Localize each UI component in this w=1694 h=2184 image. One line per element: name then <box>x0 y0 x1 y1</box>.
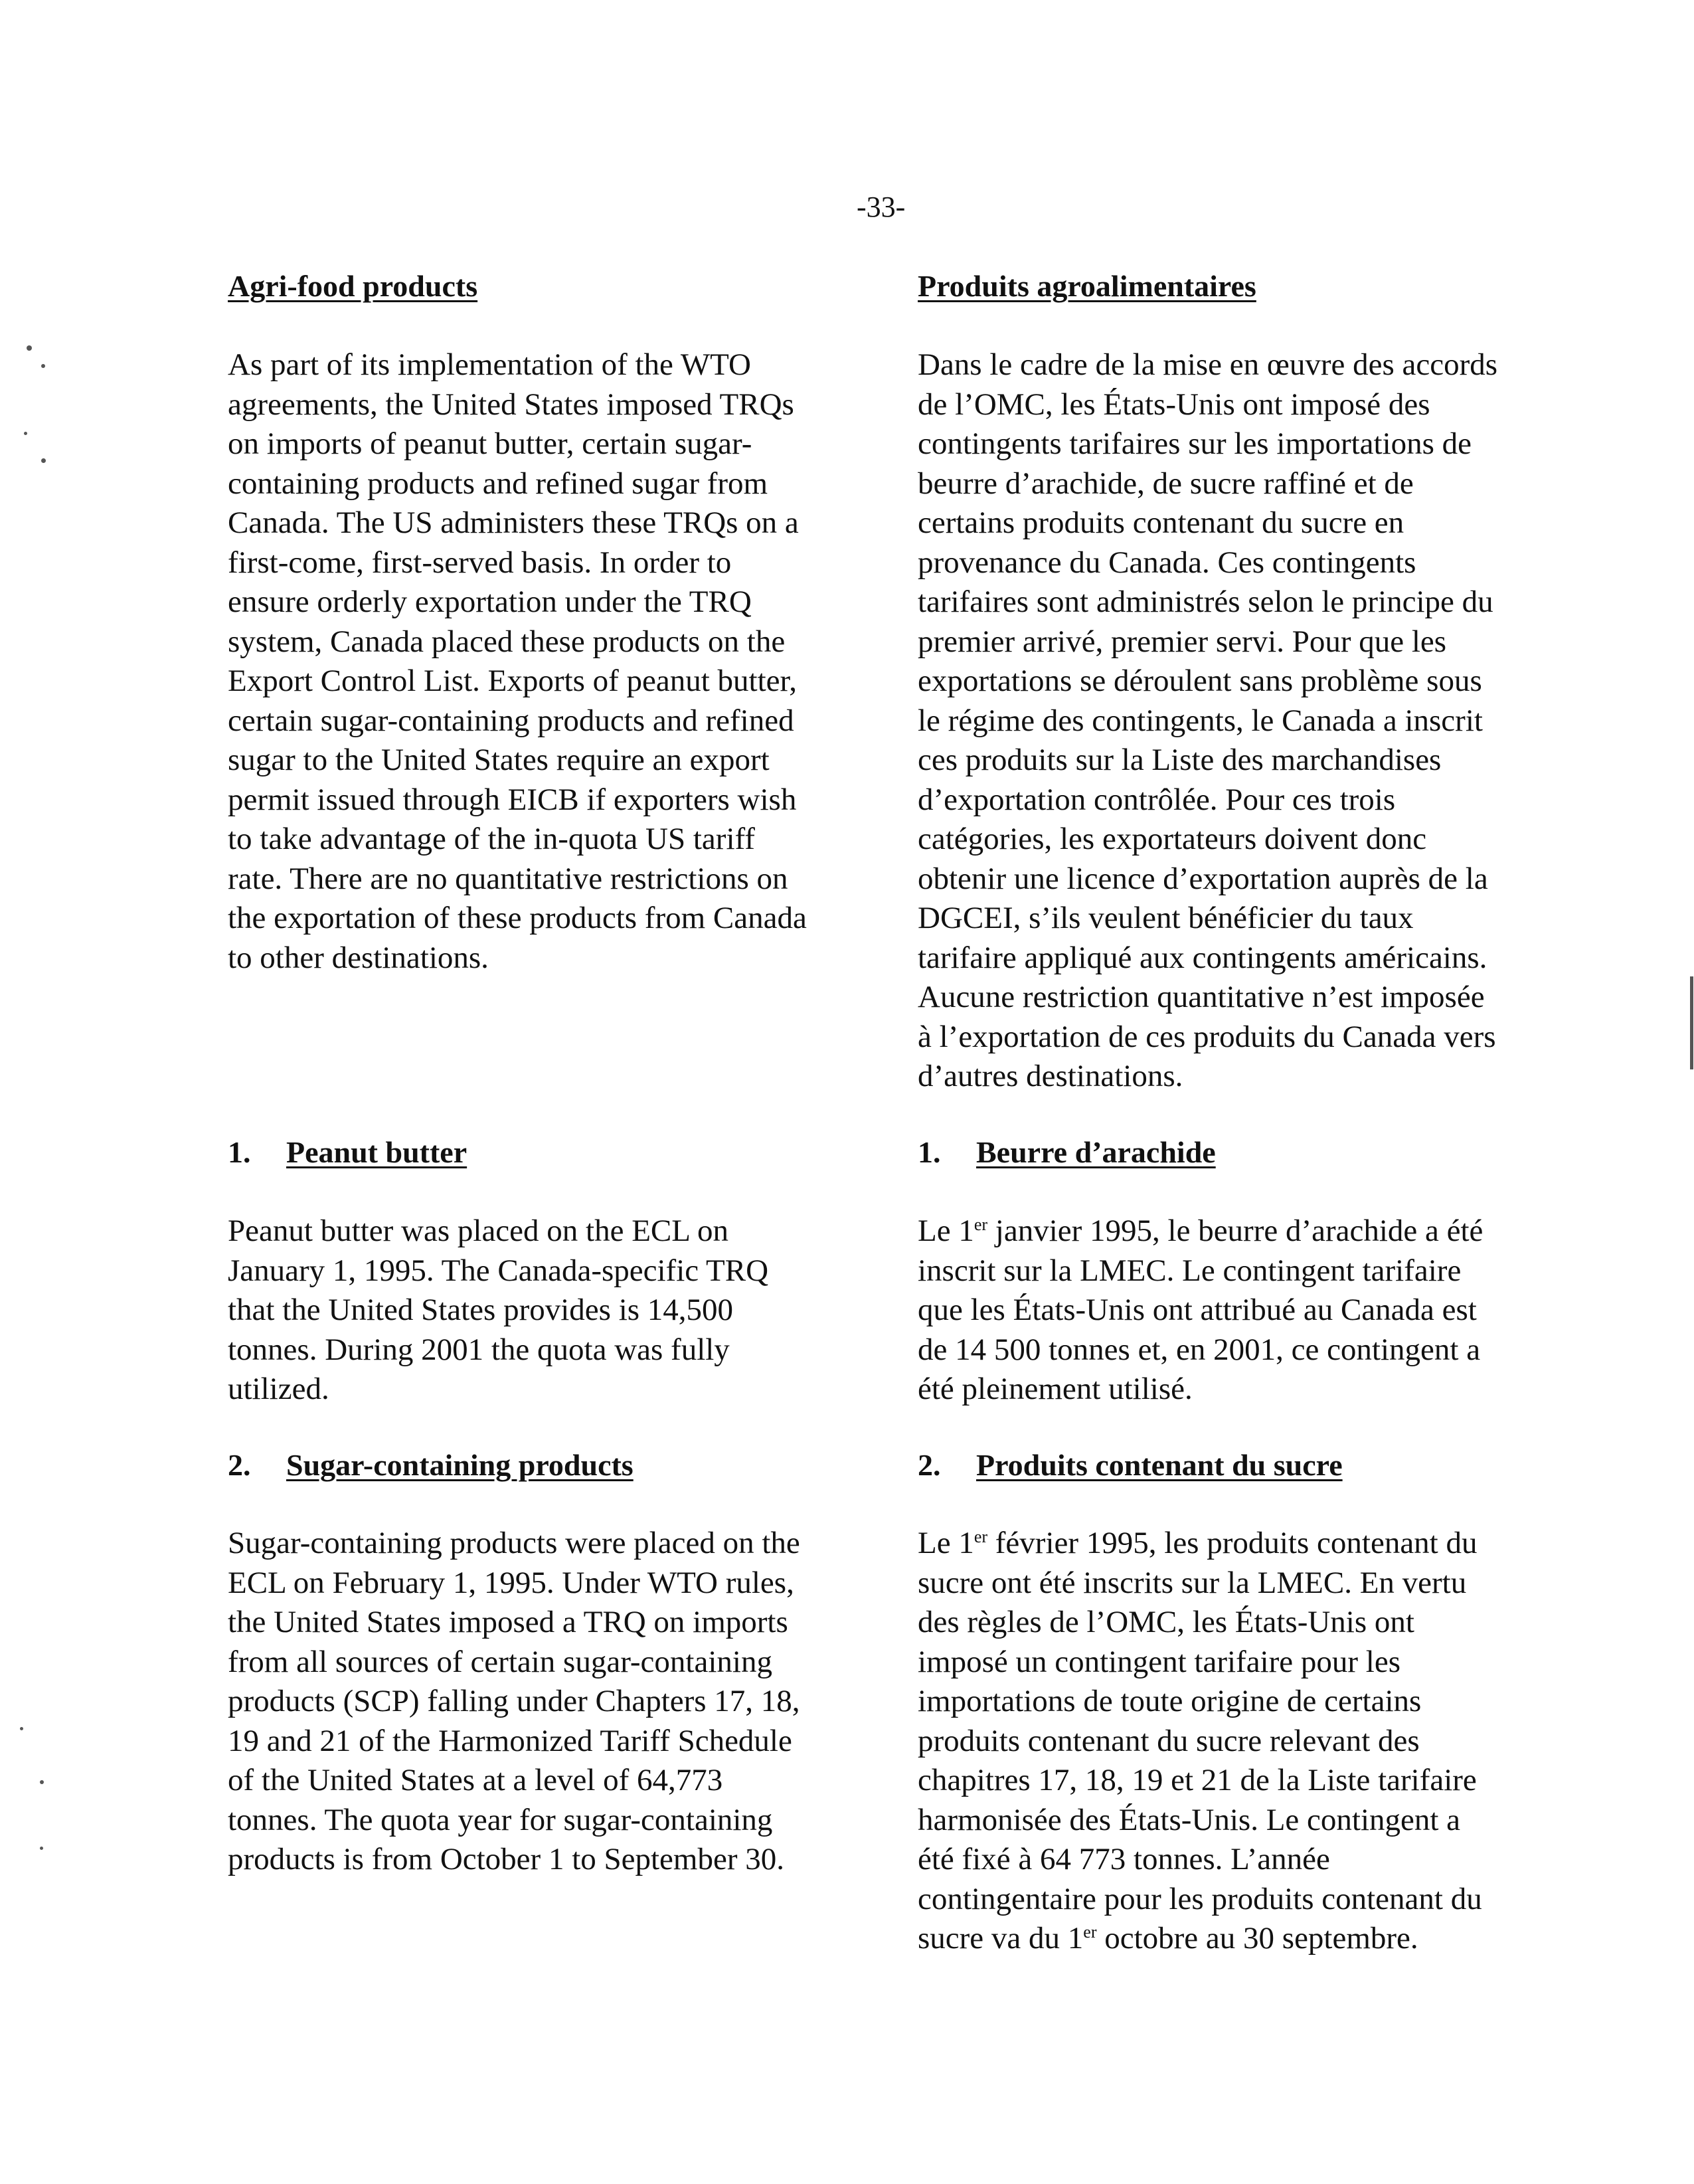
text-fragment: Le 1 <box>918 1214 974 1248</box>
scan-speck <box>20 1727 23 1730</box>
text-line: containing products and refined sugar from <box>228 466 768 501</box>
text-line: Aucune restriction quantitative n’est imposée <box>918 980 1485 1014</box>
text-line: the United States imposed a TRQ on imports <box>228 1605 788 1639</box>
french-intro-paragraph <box>918 345 1497 1097</box>
text-line: sucre ont été inscrits sur la LMEC. En vertu <box>918 1565 1467 1600</box>
text-line: provenance du Canada. Ces contingents <box>918 545 1416 580</box>
text-line: Peanut butter was placed on the ECL on <box>228 1214 728 1248</box>
scan-speck <box>41 364 45 368</box>
text-line: system, Canada placed these products on the <box>228 624 786 659</box>
text-line: inscrit sur la LMEC. Le contingent tarifaire <box>918 1253 1462 1288</box>
text-line: Canada. The US administers these TRQs on a <box>228 505 799 540</box>
text-fragment: sucre va du 1 <box>918 1921 1084 1956</box>
text-line: d’exportation contrôlée. Pour ces trois <box>918 782 1396 817</box>
text-line: to take advantage of the in-quota US tariff <box>228 822 755 856</box>
text-line: premier arrivé, premier servi. Pour que les <box>918 624 1447 659</box>
text-line: Sugar-containing products were placed on the <box>228 1526 800 1560</box>
english-heading <box>228 271 477 302</box>
text-line: tarifaires sont administrés selon le principe du <box>918 585 1493 619</box>
text-line: from all sources of certain sugar-containing <box>228 1644 772 1679</box>
text-line: harmonisée des États-Unis. Le contingent a <box>918 1802 1461 1837</box>
section-number: 1. <box>918 1135 941 1169</box>
text-line: utilized. <box>228 1372 329 1406</box>
text-line: products is from October 1 to September 30. <box>228 1842 784 1876</box>
section-title: Peanut butter <box>286 1135 467 1169</box>
french-heading <box>918 271 1256 302</box>
text-line: de l’OMC, les États-Unis ont imposé des <box>918 387 1430 422</box>
text-line: first-come, first-served basis. In order to <box>228 545 732 580</box>
french-heading-text: Produits agroalimentaires <box>918 269 1256 303</box>
text-line: tonnes. During 2001 the quota was fully <box>228 1332 730 1367</box>
text-line: tarifaire appliqué aux contingents américains. <box>918 940 1487 975</box>
page-number: -33- <box>857 191 906 223</box>
text-fragment: janvier 1995, le beurre d’arachide a été <box>987 1214 1483 1248</box>
text-line: to other destinations. <box>228 940 489 975</box>
text-line: d’autres destinations. <box>918 1059 1183 1093</box>
scan-speck <box>40 1847 43 1850</box>
text-line: January 1, 1995. The Canada-specific TRQ <box>228 1253 769 1288</box>
text-line: catégories, les exportateurs doivent donc <box>918 822 1427 856</box>
french-section-1-heading <box>918 1137 1216 1168</box>
text-line: contingents tarifaires sur les importations de <box>918 426 1472 461</box>
scan-speck <box>40 1780 44 1784</box>
english-intro-paragraph <box>228 345 807 978</box>
text-line: ensure orderly exportation under the TRQ <box>228 585 752 619</box>
text-line: permit issued through EICB if exporters wish <box>228 782 797 817</box>
text-line: beurre d’arachide, de sucre raffiné et de <box>918 466 1414 501</box>
text-line: As part of its implementation of the WTO <box>228 347 751 382</box>
french-section-1-paragraph <box>918 1212 1483 1410</box>
french-section-2-heading <box>918 1450 1343 1481</box>
section-number: 2. <box>918 1448 941 1482</box>
text-line: tonnes. The quota year for sugar-containing <box>228 1802 773 1837</box>
section-title: Sugar-containing products <box>286 1448 634 1482</box>
text-fragment: octobre au 30 septembre. <box>1096 1921 1418 1956</box>
superscript: er <box>974 1215 988 1234</box>
text-line: sugar to the United States require an export <box>228 743 770 777</box>
section-title: Beurre d’arachide <box>976 1135 1216 1169</box>
text-line: de 14 500 tonnes et, en 2001, ce contingent a <box>918 1332 1481 1367</box>
text-line: importations de toute origine de certains <box>918 1684 1422 1718</box>
text-fragment: Le 1 <box>918 1526 974 1560</box>
text-line: obtenir une licence d’exportation auprès de la <box>918 861 1488 896</box>
scan-speck <box>41 458 46 463</box>
text-line: exportations se déroulent sans problème sous <box>918 664 1482 698</box>
text-line: ECL on February 1, 1995. Under WTO rules, <box>228 1565 794 1600</box>
text-line: on imports of peanut butter, certain sugar- <box>228 426 752 461</box>
superscript: er <box>974 1527 988 1546</box>
english-section-1-heading <box>228 1137 467 1168</box>
english-section-1-paragraph <box>228 1212 768 1410</box>
text-line: contingentaire pour les produits contenant du <box>918 1881 1482 1916</box>
text-line: of the United States at a level of 64,773 <box>228 1763 723 1797</box>
text-line: Dans le cadre de la mise en œuvre des accords <box>918 347 1498 382</box>
text-line: imposé un contingent tarifaire pour les <box>918 1644 1400 1679</box>
section-number: 1. <box>228 1135 251 1169</box>
text-line: 19 and 21 of the Harmonized Tariff Schedule <box>228 1723 792 1758</box>
text-line: the exportation of these products from Canada <box>228 901 807 935</box>
text-line: produits contenant du sucre relevant des <box>918 1723 1420 1758</box>
scan-speck <box>24 432 27 435</box>
text-line: certain sugar-containing products and refined <box>228 703 794 738</box>
text-line <box>918 1524 1482 1564</box>
french-section-2-paragraph <box>918 1524 1482 1959</box>
text-line: que les États-Unis ont attribué au Canada est <box>918 1293 1477 1327</box>
english-section-2-heading <box>228 1450 634 1481</box>
text-line: des règles de l’OMC, les États-Unis ont <box>918 1605 1414 1639</box>
text-line: products (SCP) falling under Chapters 17, 18, <box>228 1684 800 1718</box>
text-line: chapitres 17, 18, 19 et 21 de la Liste tarifaire <box>918 1763 1477 1797</box>
text-fragment: février 1995, les produits contenant du <box>987 1526 1478 1560</box>
english-section-2-paragraph <box>228 1524 800 1880</box>
text-line: à l’exportation de ces produits du Canada vers <box>918 1019 1496 1054</box>
text-line: ces produits sur la Liste des marchandises <box>918 743 1442 777</box>
text-line: le régime des contingents, le Canada a inscrit <box>918 703 1483 738</box>
text-line <box>918 1919 1482 1959</box>
text-line: rate. There are no quantitative restrictions on <box>228 861 788 896</box>
text-line: Export Control List. Exports of peanut butter, <box>228 664 798 698</box>
text-line: certains produits contenant du sucre en <box>918 505 1404 540</box>
scan-speck <box>27 345 32 351</box>
section-number: 2. <box>228 1448 251 1482</box>
text-line: été fixé à 64 773 tonnes. L’année <box>918 1842 1330 1876</box>
text-line: été pleinement utilisé. <box>918 1372 1193 1406</box>
text-line: that the United States provides is 14,500 <box>228 1293 734 1327</box>
superscript: er <box>1083 1922 1097 1942</box>
section-title: Produits contenant du sucre <box>976 1448 1343 1482</box>
text-line: DGCEI, s’ils veulent bénéficier du taux <box>918 901 1414 935</box>
english-heading-text: Agri-food products <box>228 269 478 303</box>
scan-speck <box>1690 976 1693 1069</box>
text-line: agreements, the United States imposed TRQs <box>228 387 794 422</box>
text-line <box>918 1212 1483 1251</box>
